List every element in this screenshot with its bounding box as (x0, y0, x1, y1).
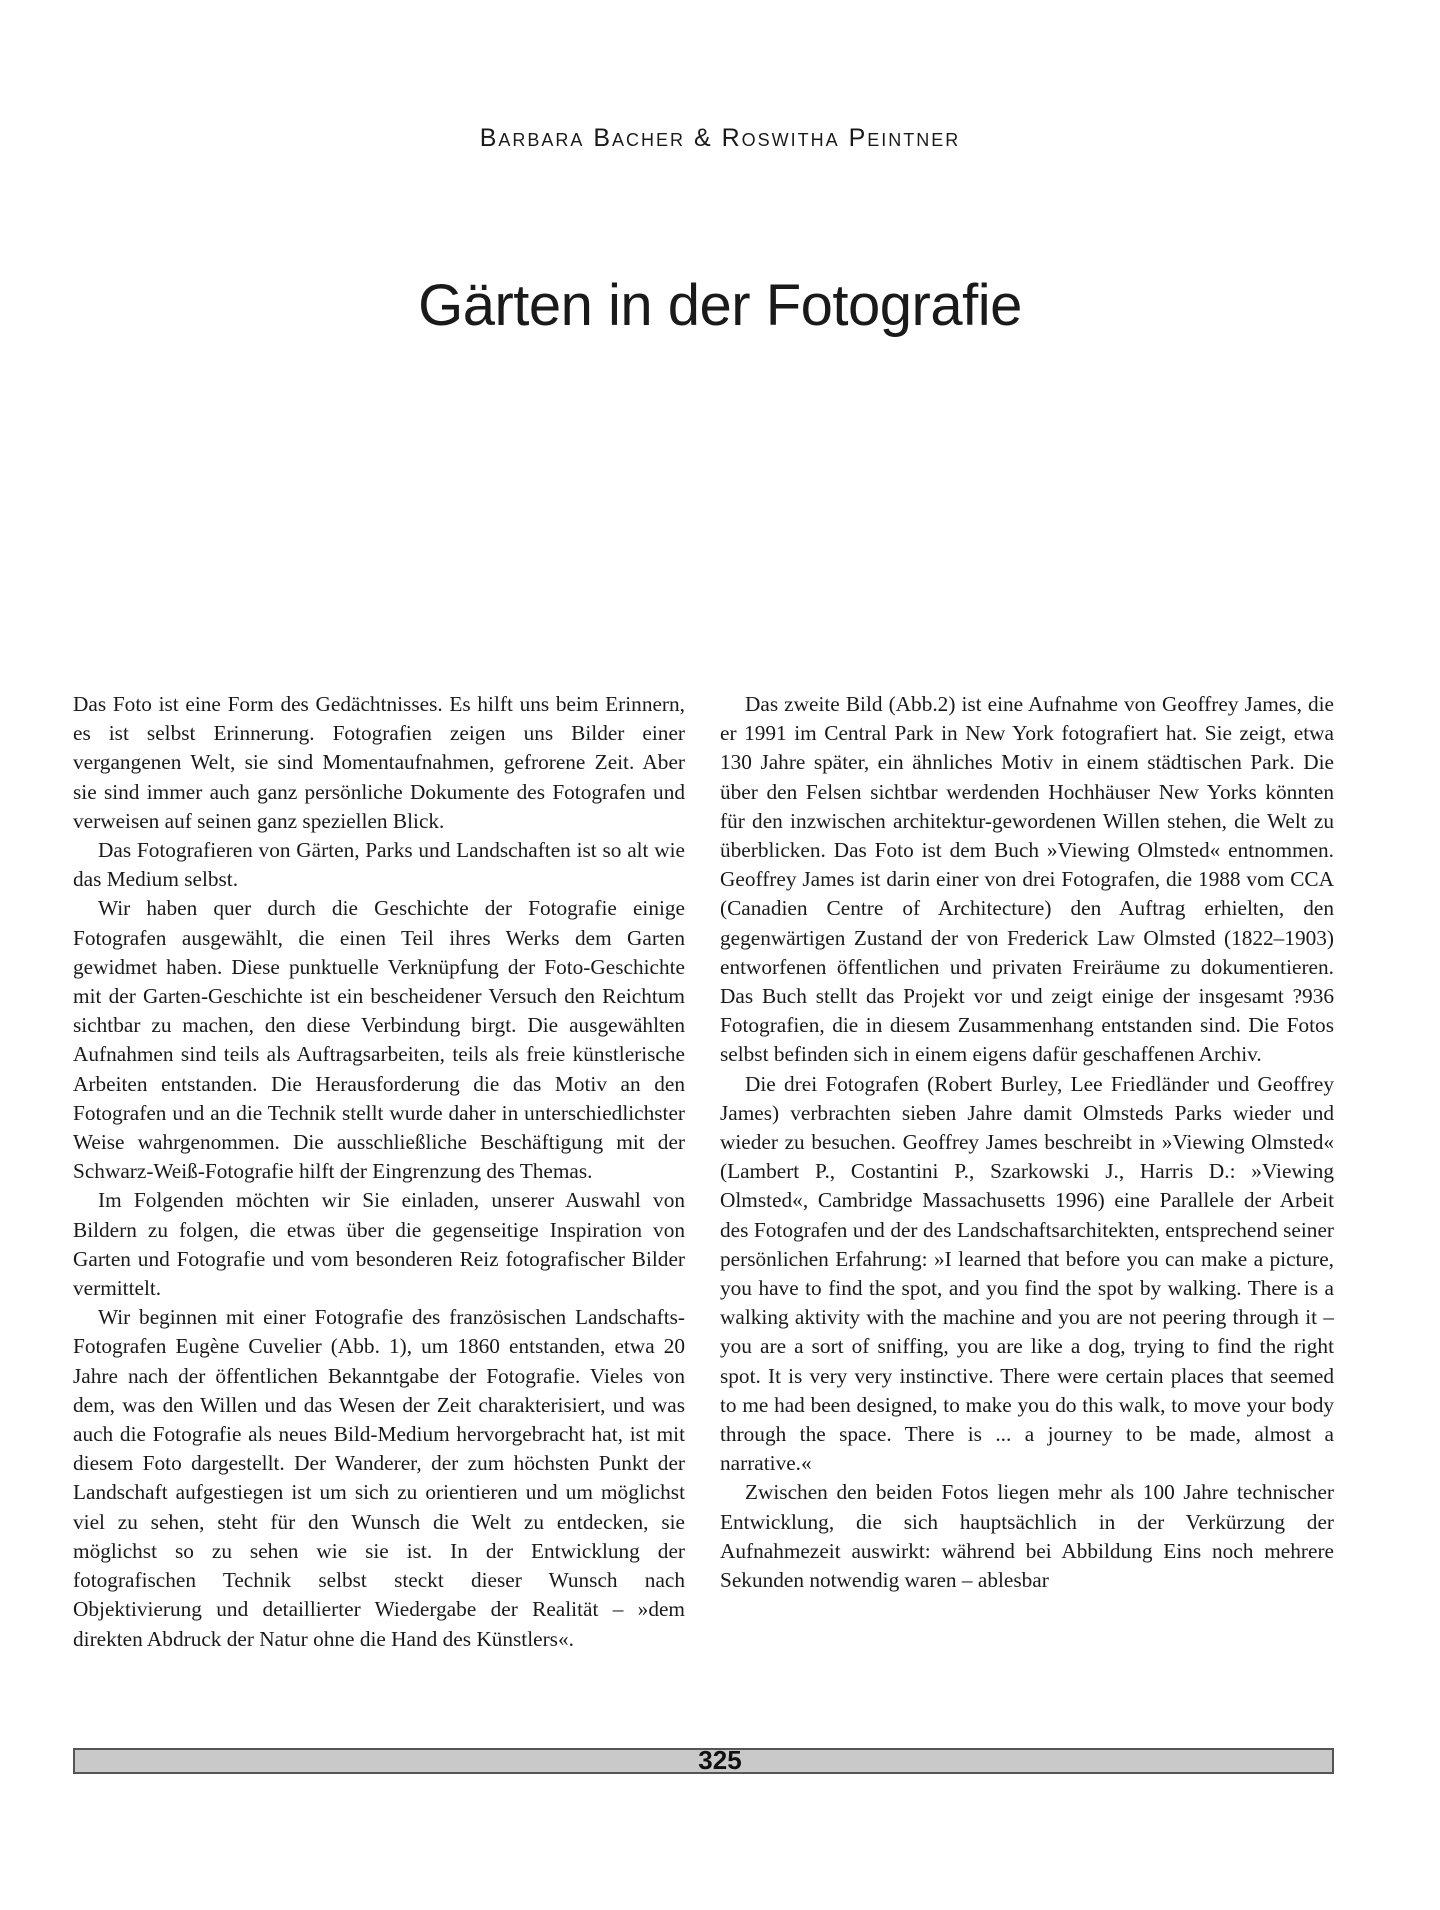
paragraph: Das Foto ist eine Form des Gedächtnisses. Es hilft uns beim Erinnern, es ist selbst Erinnerung. Fotografien zeigen uns Bilder einer vergangenen Welt, sie sind Momentaufnahmen, gefrorene Zeit. Aber sie sind immer auch ganz persönliche Dokumente des Fotografen und verweisen auf seinen ganz speziellen Blick. (73, 692, 685, 833)
paragraph: Wir haben quer durch die Geschichte der Fotografie einige Fotografen ausgewählt, die einen Teil ihres Werks dem Garten gewidmet haben. Diese punktuelle Verknüpfung der Foto-Geschichte mit der Garten-Geschichte ist ein bescheidener Versuch den Reichtum sichtbar zu machen, den diese Verbindung birgt. Die ausgewählten Aufnahmen sind teils als Auftragsarbeiten, teils als freie künstlerische Arbeiten entstanden. Die Herausforderung die das Motiv an den Fotografen und an die Technik stellt wurde daher in unterschiedlichster Weise wahrgenommen. Die ausschließliche Beschäftigung mit der Schwarz-Weiß-Fotografie hilft der Eingrenzung des Themas. (73, 896, 685, 1184)
paragraph: Zwischen den beiden Fotos liegen mehr als 100 Jahre technischer Entwicklung, die sich hauptsächlich in der Verkürzung der Aufnahmezeit auswirkt: während bei Abbildung Eins noch mehrere Sekunden notwendig waren – ablesbar (720, 1480, 1334, 1593)
paragraph: Wir beginnen mit einer Fotografie des französischen Landschafts-Fotografen Eugène Cuvelier (Abb. 1), um 1860 entstanden, etwa 20 Jahre nach der öffentlichen Bekanntgabe der Fotografie. Vieles von dem, was den Willen und das Wesen der Zeit charakterisiert, und was auch die Fotografie als neues Bild-Medium hervorgebracht hat, ist mit diesem Foto dargestellt. Der Wanderer, der zum höchsten Punkt der Landschaft aufgestiegen ist um sich zu orientieren und um möglichst viel zu sehen, steht für den Wunsch die Welt zu entdecken, sie möglichst so zu sehen wie sie ist. In der Entwicklung der fotografischen Technik selbst steckt dieser Wunsch nach Objektivierung und detaillierter Wiedergabe der Realität – »dem direkten Abdruck der Natur ohne die Hand des Künstlers«. (73, 1305, 685, 1651)
paragraph: Im Folgenden möchten wir Sie einladen, unserer Auswahl von Bildern zu folgen, die etwas über die gegenseitige Inspiration von Garten und Fotografie und vom besonderen Reiz fotografischer Bilder vermittelt. (73, 1188, 685, 1301)
left-column (73, 690, 685, 1654)
right-column (720, 690, 1334, 1595)
running-header-authors: Barbara Bacher & Roswitha Peintner (479, 124, 961, 152)
article-title: Gärten in der Fotografie (418, 273, 1022, 338)
paragraph: Das Fotografieren von Gärten, Parks und Landschaften ist so alt wie das Medium selbst. (73, 838, 685, 892)
paragraph: Die drei Fotografen (Robert Burley, Lee Friedländer und Geoffrey James) verbrachten sieben Jahre damit Olmsteds Parks wieder und wieder zu besuchen. Geoffrey James beschreibt in »Viewing Olmsted« (Lambert P., Costantini P., Szarkowski J., Harris D.: »Viewing Olmsted«, Cambridge Massachusetts 1996) eine Parallele der Arbeit des Fotografen und der des Landschaftsarchitekten, entsprechend seiner persönlichen Erfahrung: »I learned that before you can make a picture, you have to find the spot, and you find the spot by walking. There is a walking aktivity with the machine and you are not peering through it – you are a sort of sniffing, you are like a dog, trying to find the right spot. It is very very instinctive. There were certain places that seemed to me had been designed, to make you do this walk, to move your body through the space. There is ... a journey to be made, almost a narrative.« (720, 1071, 1334, 1476)
paragraph: Das zweite Bild (Abb.2) ist eine Aufnahme von Geoffrey James, die er 1991 im Central Park in New York fotografiert hat. Sie zeigt, etwa 130 Jahre später, ein ähnliches Motiv in einem städtischen Park. Die über den Felsen sichtbar werdenden Hochhäuser New Yorks könnten für den inzwischen architektur-gewordenen Willen stehen, die Welt zu überblicken. Das Foto ist dem Buch »Viewing Olmsted« entnommen. Geoffrey James ist darin einer von drei Fotografen, die 1988 vom CCA (Canadien Centre of Architecture) den Auftrag erhielten, den gegenwärtigen Zustand der von Frederick Law Olmsted (1822–1903) entworfenen öffentlichen und privaten Freiräume zu dokumentieren. Das Buch stellt das Projekt vor und zeigt einige der insgesamt ?936 Fotografien, die in diesem Zusammenhang entstanden sind. Die Fotos selbst befinden sich in einem eigens dafür geschaffenen Archiv. (720, 692, 1334, 1067)
page-number: 325 (698, 1745, 742, 1775)
